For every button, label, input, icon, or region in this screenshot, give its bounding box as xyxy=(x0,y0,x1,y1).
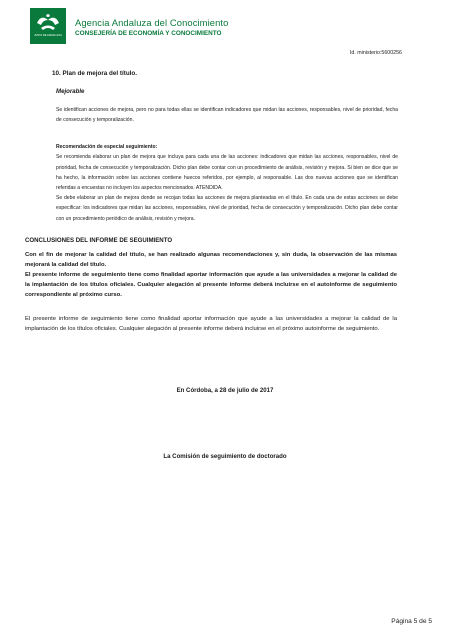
ministerio-id: Id. ministerio:5600256 xyxy=(349,50,402,56)
main-content xyxy=(25,70,398,334)
section-paragraph-3: Se debe elaborar un plan de mejora donde se recojan todas las acciones de mejora planteadas en el título. En cada una de estas acciones se debe especificar: los indicadores que midan las acciones, responsables, nivel de prioridad, fecha de consecución y temporalización. Dicho plan debe contar con un procedimiento periódico de análisis, revisión y mejora. xyxy=(56,195,398,222)
consejeria-name: CONSEJERÍA DE ECONOMÍA Y CONOCIMIENTO xyxy=(75,30,222,37)
section-paragraph-2: Se recomienda elaborar un plan de mejora que incluya para cada una de las acciones: indicadores que midan las acciones, responsables, nivel de prioridad, fecha de consecución y temporalización. Dicho plan debe contar con un procedimiento de análisis, revisión y mejora. Si bien se dice que se ha hecho, la información sobre las acciones contiene huecos referidos, por ejemplo, al responsable. Las dos nuevas acciones que se identifican referidas a encuestas no incluyen los aspectos mencionados. ATENDIDA. xyxy=(56,154,398,192)
logo-caption: JUNTA DE ANDALUCIA xyxy=(34,34,62,37)
conclusions-bold-paragraph-2: El presente informe de seguimiento tiene como finalidad aportar información que ayude a las universidades a mejorar la calidad de la implantación de los títulos oficiales. Cualquier alegación al presente informe deberá incluirse en el autoinforme de seguimiento correspondiente al próximo curso. xyxy=(25,271,397,298)
agency-name: Agencia Andaluza del Conocimiento xyxy=(75,17,229,28)
conclusions-plain-paragraph: El presente informe de seguimiento tiene como finalidad aportar información que ayude a las universidades a mejorar la calidad de la implantación de los títulos oficiales. Cualquier alegación al presente informe deberá incluirse en el próximo autoinforme de seguimiento. xyxy=(25,315,397,332)
conclusions-title: CONCLUSIONES DEL INFORME DE SEGUIMIENTO xyxy=(25,236,173,244)
conclusions-bold-paragraph-1: Con el fin de mejorar la calidad del título, se han realizado algunas recomendaciones y, sin duda, la observación de las mismas mejorará la calidad del título. xyxy=(25,251,397,268)
recommendation-title: Recomendación de especial seguimiento: xyxy=(56,144,158,151)
section-title: 10. Plan de mejora del título. xyxy=(52,70,138,77)
junta-emblem-icon xyxy=(35,11,61,33)
date-line: En Córdoba, a 28 de julio de 2017 xyxy=(176,387,274,394)
section-rating: Mejorable xyxy=(56,88,85,95)
section-paragraph-1: Se identifican acciones de mejora, pero no para todas ellas se identifican indicadores que midan las acciones, responsables, nivel de prioridad, fecha de consecución y temporalización. xyxy=(56,107,398,124)
conclusions-block xyxy=(25,250,397,334)
commission-signature: La Comisión de seguimiento de doctorado xyxy=(163,453,287,460)
page-number: Página 5 de 5 xyxy=(391,618,432,625)
junta-logo xyxy=(30,8,66,44)
